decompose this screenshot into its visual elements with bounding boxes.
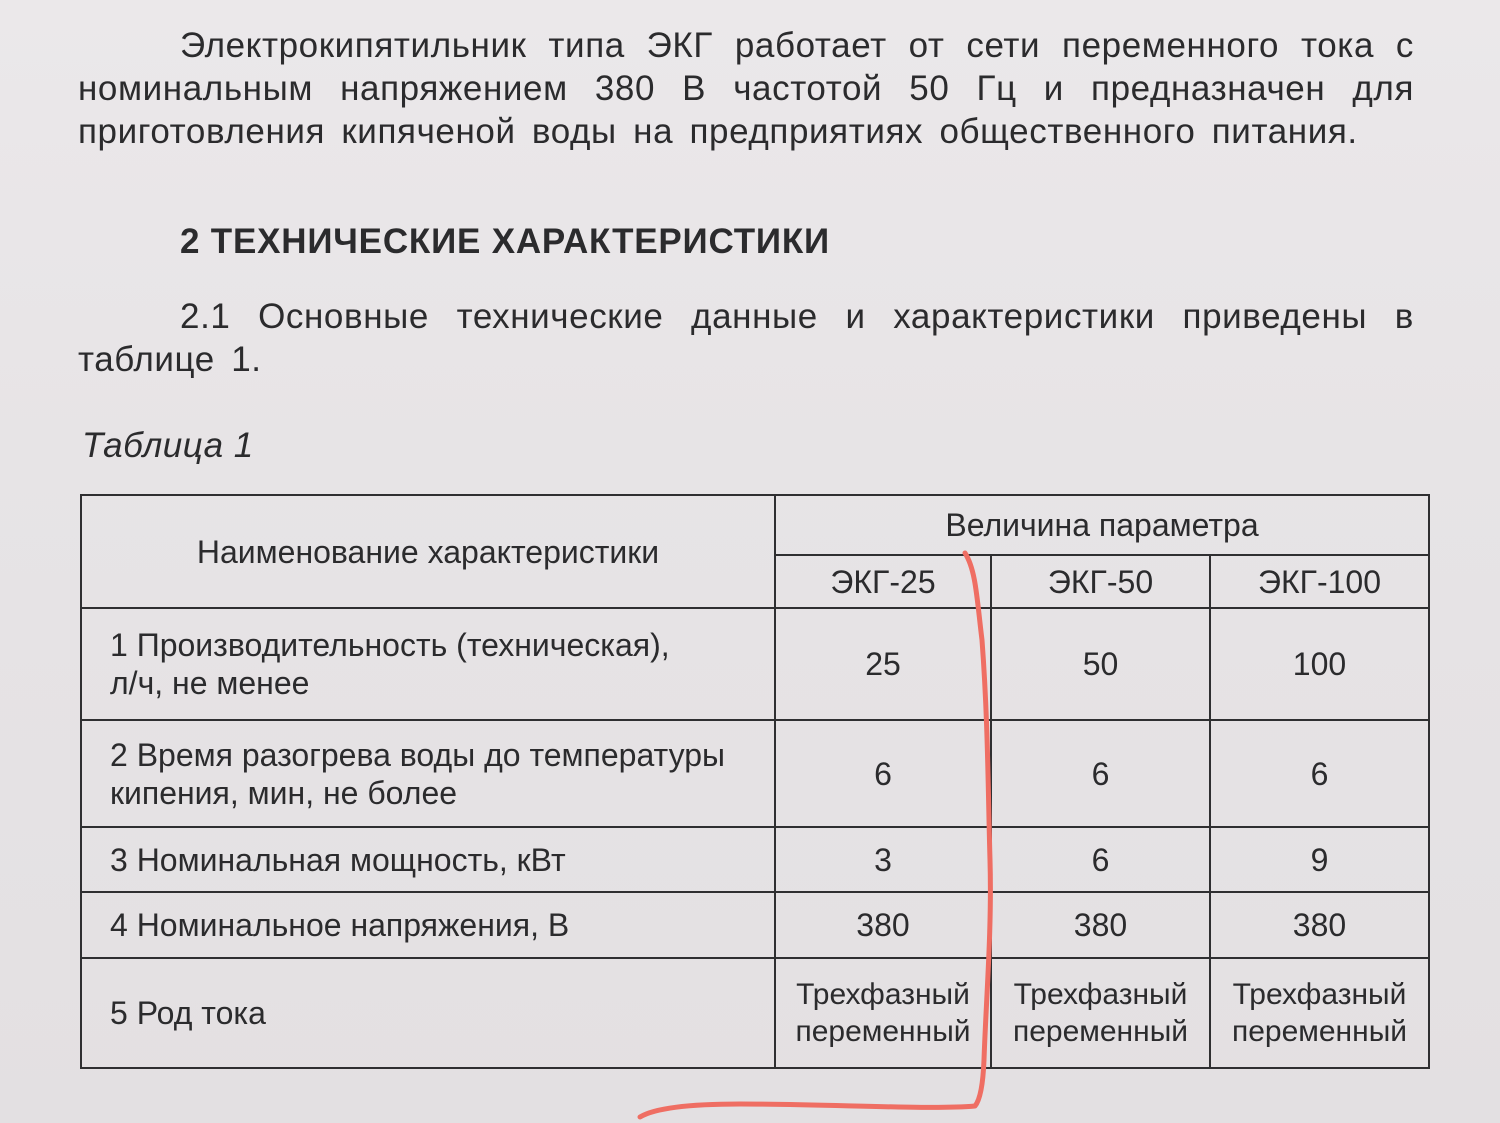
header-model-ekg50: ЭКГ-50	[991, 555, 1210, 608]
value-line: переменный	[795, 1015, 971, 1048]
section-paragraph-text: 2.1 Основные технические данные и характеристики приведены в таблице 1.	[78, 297, 1414, 379]
value-cell: 6	[991, 720, 1210, 827]
value-cell: 6	[991, 827, 1210, 892]
value-line: Трехфазный	[1232, 978, 1407, 1011]
value-cell: 380	[991, 892, 1210, 958]
value-cell: 6	[1210, 720, 1429, 827]
row-name-cell: 3 Номинальная мощность, кВт	[81, 827, 775, 892]
intro-paragraph	[78, 24, 1414, 153]
value-cell	[991, 958, 1210, 1068]
header-model-ekg25: ЭКГ-25	[775, 555, 991, 608]
table-row	[81, 608, 1429, 720]
value-cell: 100	[1210, 608, 1429, 720]
value-cell: 380	[1210, 892, 1429, 958]
row-name-cell	[81, 720, 775, 827]
header-value-cell: Величина параметра	[775, 495, 1429, 555]
section-paragraph	[78, 295, 1414, 381]
row-name-line: 2 Время разогрева воды до температуры	[110, 736, 725, 773]
value-cell	[1210, 958, 1429, 1068]
row-name-line: 1 Производительность (техническая),	[110, 627, 670, 663]
value-line: переменный	[1012, 1015, 1189, 1048]
value-cell: 6	[775, 720, 991, 827]
header-name-cell: Наименование характеристики	[81, 495, 775, 608]
value-cell: 9	[1210, 827, 1429, 892]
value-cell: 25	[775, 608, 991, 720]
header-model-ekg100: ЭКГ-100	[1210, 555, 1429, 608]
table-row	[81, 892, 1429, 958]
table-row	[81, 720, 1429, 827]
value-line: переменный	[1231, 1015, 1408, 1048]
value-cell: 50	[991, 608, 1210, 720]
intro-text: Электрокипятильник типа ЭКГ работает от сети переменного тока с номинальным напряжением 380 В частотой 50 Гц и предназначен для приготовления кипяченой воды на предприятиях общественного питания.	[78, 26, 1414, 151]
value-cell: 3	[775, 827, 991, 892]
value-cell	[775, 958, 991, 1068]
value-line: Трехфазный	[1013, 978, 1188, 1011]
section-heading: 2 ТЕХНИЧЕСКИЕ ХАРАКТЕРИСТИКИ	[180, 222, 830, 261]
table-row	[81, 958, 1429, 1068]
specs-table	[80, 494, 1430, 1069]
value-cell: 380	[775, 892, 991, 958]
table-row	[81, 827, 1429, 892]
row-name-cell: 4 Номинальное напряжения, В	[81, 892, 775, 958]
table-caption: Таблица 1	[82, 426, 254, 465]
row-name-line: л/ч, не менее	[110, 665, 310, 701]
value-line: Трехфазный	[796, 978, 970, 1011]
row-name-cell	[81, 608, 775, 720]
row-name-line: кипения, мин, не более	[110, 774, 458, 811]
row-name-cell: 5 Род тока	[81, 958, 775, 1068]
